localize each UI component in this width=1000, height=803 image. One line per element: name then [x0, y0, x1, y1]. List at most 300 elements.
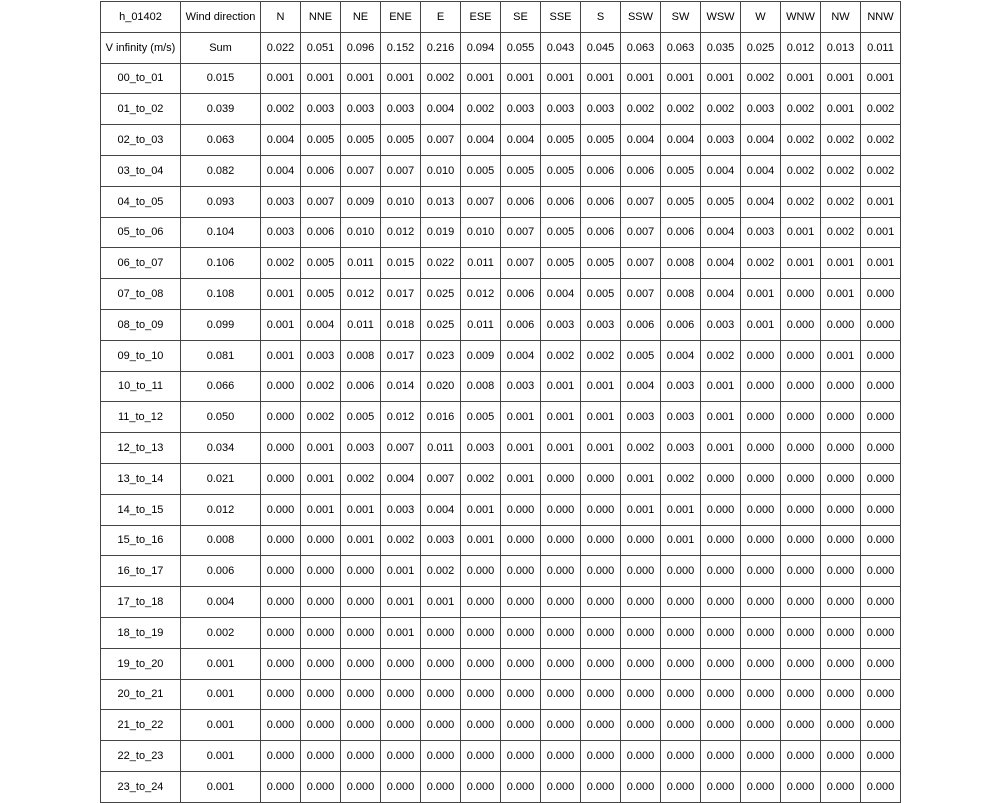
frequency-cell: 0.022: [421, 248, 461, 279]
frequency-cell: 0.003: [621, 402, 661, 433]
speed-bin-label: 07_to_08: [101, 279, 181, 310]
frequency-cell: 0.001: [621, 463, 661, 494]
frequency-cell: 0.002: [621, 433, 661, 464]
frequency-cell: 0.001: [581, 63, 621, 94]
frequency-cell: 0.001: [461, 494, 501, 525]
frequency-cell: 0.000: [581, 771, 621, 802]
frequency-cell: 0.000: [501, 556, 541, 587]
direction-sum-cell: 0.152: [381, 32, 421, 63]
frequency-cell: 0.000: [701, 525, 741, 556]
frequency-cell: 0.000: [301, 556, 341, 587]
frequency-cell: 0.001: [821, 94, 861, 125]
frequency-cell: 0.001: [301, 494, 341, 525]
frequency-cell: 0.004: [661, 125, 701, 156]
frequency-cell: 0.007: [621, 217, 661, 248]
frequency-cell: 0.000: [461, 556, 501, 587]
frequency-cell: 0.001: [861, 186, 901, 217]
frequency-cell: 0.000: [261, 741, 301, 772]
frequency-cell: 0.000: [501, 617, 541, 648]
frequency-cell: 0.000: [781, 771, 821, 802]
frequency-cell: 0.004: [741, 155, 781, 186]
frequency-cell: 0.000: [781, 494, 821, 525]
frequency-cell: 0.007: [621, 248, 661, 279]
frequency-cell: 0.011: [341, 248, 381, 279]
frequency-cell: 0.006: [661, 309, 701, 340]
frequency-cell: 0.000: [821, 679, 861, 710]
frequency-cell: 0.006: [501, 309, 541, 340]
frequency-cell: 0.006: [301, 155, 341, 186]
frequency-cell: 0.000: [861, 741, 901, 772]
speed-bin-row: [101, 556, 901, 587]
frequency-cell: 0.004: [501, 340, 541, 371]
frequency-cell: 0.000: [541, 771, 581, 802]
frequency-cell: 0.012: [381, 217, 421, 248]
speed-bin-sum: 0.001: [181, 710, 261, 741]
frequency-cell: 0.000: [781, 433, 821, 464]
frequency-cell: 0.004: [501, 125, 541, 156]
frequency-cell: 0.000: [341, 587, 381, 618]
frequency-cell: 0.000: [741, 617, 781, 648]
table-body: [101, 2, 901, 803]
frequency-cell: 0.001: [341, 525, 381, 556]
frequency-cell: 0.000: [781, 309, 821, 340]
direction-cell: ENE: [381, 2, 421, 33]
frequency-cell: 0.003: [661, 433, 701, 464]
frequency-cell: 0.002: [261, 94, 301, 125]
frequency-cell: 0.007: [621, 279, 661, 310]
frequency-cell: 0.001: [861, 248, 901, 279]
frequency-cell: 0.005: [581, 125, 621, 156]
speed-bin-label: 09_to_10: [101, 340, 181, 371]
speed-bin-label: 11_to_12: [101, 402, 181, 433]
frequency-cell: 0.016: [421, 402, 461, 433]
frequency-cell: 0.000: [861, 587, 901, 618]
frequency-cell: 0.006: [501, 186, 541, 217]
speed-bin-label: 08_to_09: [101, 309, 181, 340]
frequency-cell: 0.003: [541, 94, 581, 125]
speed-bin-label: 05_to_06: [101, 217, 181, 248]
frequency-cell: 0.009: [341, 186, 381, 217]
frequency-cell: 0.000: [701, 741, 741, 772]
frequency-cell: 0.002: [861, 125, 901, 156]
frequency-cell: 0.000: [461, 679, 501, 710]
frequency-cell: 0.020: [421, 371, 461, 402]
speed-bin-row: [101, 525, 901, 556]
speed-bin-label: 17_to_18: [101, 587, 181, 618]
wind-frequency-table: [100, 1, 901, 803]
direction-sum-cell: 0.096: [341, 32, 381, 63]
frequency-cell: 0.001: [341, 494, 381, 525]
frequency-cell: 0.000: [861, 771, 901, 802]
frequency-cell: 0.002: [341, 463, 381, 494]
frequency-cell: 0.008: [461, 371, 501, 402]
speed-bin-row: [101, 309, 901, 340]
speed-bin-sum: 0.063: [181, 125, 261, 156]
speed-bin-sum: 0.001: [181, 771, 261, 802]
direction-cell: N: [261, 2, 301, 33]
frequency-cell: 0.005: [341, 125, 381, 156]
frequency-cell: 0.000: [541, 525, 581, 556]
frequency-cell: 0.000: [661, 741, 701, 772]
direction-sum-cell: 0.043: [541, 32, 581, 63]
frequency-cell: 0.000: [741, 525, 781, 556]
frequency-cell: 0.000: [781, 679, 821, 710]
frequency-cell: 0.000: [781, 279, 821, 310]
speed-bin-row: [101, 217, 901, 248]
frequency-cell: 0.004: [661, 340, 701, 371]
frequency-cell: 0.011: [461, 309, 501, 340]
speed-bin-row: [101, 494, 901, 525]
frequency-cell: 0.005: [461, 155, 501, 186]
frequency-cell: 0.000: [501, 525, 541, 556]
frequency-cell: 0.001: [581, 371, 621, 402]
frequency-cell: 0.005: [501, 155, 541, 186]
speed-bin-row: [101, 125, 901, 156]
speed-bin-sum: 0.081: [181, 340, 261, 371]
frequency-cell: 0.006: [661, 217, 701, 248]
frequency-cell: 0.000: [581, 679, 621, 710]
speed-bin-label: 23_to_24: [101, 771, 181, 802]
frequency-cell: 0.000: [821, 741, 861, 772]
frequency-cell: 0.000: [621, 771, 661, 802]
frequency-cell: 0.000: [581, 587, 621, 618]
frequency-cell: 0.000: [741, 463, 781, 494]
frequency-cell: 0.002: [301, 371, 341, 402]
direction-cell: SW: [661, 2, 701, 33]
frequency-cell: 0.000: [261, 679, 301, 710]
frequency-cell: 0.000: [301, 525, 341, 556]
frequency-cell: 0.006: [541, 186, 581, 217]
frequency-cell: 0.005: [541, 217, 581, 248]
direction-sum-cell: 0.051: [301, 32, 341, 63]
speed-bin-label: 14_to_15: [101, 494, 181, 525]
frequency-cell: 0.001: [341, 63, 381, 94]
frequency-cell: 0.000: [261, 525, 301, 556]
frequency-cell: 0.001: [381, 556, 421, 587]
frequency-cell: 0.000: [661, 771, 701, 802]
frequency-cell: 0.017: [381, 340, 421, 371]
speed-bin-label: 16_to_17: [101, 556, 181, 587]
frequency-cell: 0.003: [381, 94, 421, 125]
frequency-cell: 0.002: [701, 94, 741, 125]
frequency-cell: 0.003: [701, 309, 741, 340]
frequency-cell: 0.005: [581, 279, 621, 310]
frequency-cell: 0.007: [381, 433, 421, 464]
frequency-cell: 0.000: [501, 494, 541, 525]
frequency-cell: 0.000: [301, 648, 341, 679]
frequency-cell: 0.000: [781, 617, 821, 648]
frequency-cell: 0.000: [421, 679, 461, 710]
frequency-cell: 0.000: [741, 587, 781, 618]
frequency-cell: 0.000: [821, 556, 861, 587]
frequency-cell: 0.001: [261, 279, 301, 310]
frequency-cell: 0.001: [501, 463, 541, 494]
direction-sum-cell: 0.035: [701, 32, 741, 63]
frequency-cell: 0.000: [781, 556, 821, 587]
frequency-cell: 0.000: [541, 741, 581, 772]
frequency-cell: 0.001: [701, 371, 741, 402]
sum-row: [101, 32, 901, 63]
frequency-cell: 0.000: [501, 771, 541, 802]
speed-bin-row: [101, 155, 901, 186]
frequency-cell: 0.000: [261, 710, 301, 741]
frequency-cell: 0.000: [861, 463, 901, 494]
frequency-cell: 0.000: [741, 556, 781, 587]
frequency-cell: 0.003: [261, 186, 301, 217]
direction-cell: WNW: [781, 2, 821, 33]
frequency-cell: 0.000: [541, 556, 581, 587]
frequency-cell: 0.003: [501, 94, 541, 125]
frequency-cell: 0.000: [661, 679, 701, 710]
frequency-cell: 0.000: [741, 710, 781, 741]
frequency-cell: 0.000: [421, 741, 461, 772]
frequency-cell: 0.001: [781, 63, 821, 94]
frequency-cell: 0.000: [261, 648, 301, 679]
frequency-cell: 0.000: [821, 494, 861, 525]
frequency-cell: 0.003: [741, 94, 781, 125]
frequency-cell: 0.000: [581, 617, 621, 648]
direction-cell: NNE: [301, 2, 341, 33]
speed-bin-row: [101, 279, 901, 310]
speed-bin-label: 10_to_11: [101, 371, 181, 402]
frequency-cell: 0.000: [261, 494, 301, 525]
speed-bin-sum: 0.001: [181, 648, 261, 679]
frequency-cell: 0.004: [541, 279, 581, 310]
frequency-cell: 0.002: [301, 402, 341, 433]
frequency-cell: 0.006: [581, 155, 621, 186]
frequency-cell: 0.001: [581, 433, 621, 464]
frequency-cell: 0.000: [341, 710, 381, 741]
frequency-cell: 0.000: [861, 648, 901, 679]
frequency-cell: 0.001: [821, 248, 861, 279]
frequency-cell: 0.003: [701, 125, 741, 156]
frequency-cell: 0.000: [781, 710, 821, 741]
frequency-cell: 0.000: [541, 617, 581, 648]
frequency-cell: 0.000: [301, 587, 341, 618]
speed-bin-row: [101, 248, 901, 279]
frequency-cell: 0.002: [461, 463, 501, 494]
speed-bin-sum: 0.015: [181, 63, 261, 94]
frequency-cell: 0.001: [821, 63, 861, 94]
direction-cell: SE: [501, 2, 541, 33]
frequency-cell: 0.000: [741, 340, 781, 371]
frequency-cell: 0.014: [381, 371, 421, 402]
speed-bin-label: 13_to_14: [101, 463, 181, 494]
frequency-cell: 0.002: [821, 217, 861, 248]
frequency-cell: 0.010: [341, 217, 381, 248]
frequency-cell: 0.001: [461, 63, 501, 94]
speed-bin-row: [101, 94, 901, 125]
frequency-cell: 0.000: [301, 617, 341, 648]
speed-bin-sum: 0.050: [181, 402, 261, 433]
frequency-cell: 0.004: [261, 125, 301, 156]
frequency-cell: 0.000: [381, 648, 421, 679]
frequency-cell: 0.000: [421, 648, 461, 679]
frequency-cell: 0.002: [701, 340, 741, 371]
frequency-cell: 0.000: [781, 371, 821, 402]
frequency-cell: 0.004: [461, 125, 501, 156]
frequency-cell: 0.011: [421, 433, 461, 464]
frequency-cell: 0.000: [501, 679, 541, 710]
frequency-cell: 0.000: [781, 741, 821, 772]
frequency-cell: 0.011: [461, 248, 501, 279]
frequency-cell: 0.000: [861, 309, 901, 340]
frequency-cell: 0.001: [701, 63, 741, 94]
frequency-cell: 0.000: [541, 494, 581, 525]
speed-bin-label: 20_to_21: [101, 679, 181, 710]
frequency-cell: 0.000: [541, 648, 581, 679]
frequency-cell: 0.000: [581, 741, 621, 772]
corner-label: h_01402: [101, 2, 181, 33]
frequency-cell: 0.003: [261, 217, 301, 248]
direction-cell: SSW: [621, 2, 661, 33]
frequency-cell: 0.002: [861, 94, 901, 125]
direction-sum-cell: 0.063: [661, 32, 701, 63]
frequency-cell: 0.001: [741, 309, 781, 340]
speed-bin-sum: 0.093: [181, 186, 261, 217]
frequency-cell: 0.007: [301, 186, 341, 217]
frequency-cell: 0.001: [621, 63, 661, 94]
frequency-cell: 0.000: [261, 556, 301, 587]
frequency-cell: 0.002: [861, 155, 901, 186]
frequency-cell: 0.002: [781, 155, 821, 186]
speed-bin-row: [101, 741, 901, 772]
frequency-cell: 0.005: [661, 155, 701, 186]
frequency-cell: 0.004: [701, 155, 741, 186]
direction-cell: S: [581, 2, 621, 33]
frequency-cell: 0.000: [701, 556, 741, 587]
frequency-cell: 0.000: [261, 371, 301, 402]
frequency-cell: 0.000: [741, 433, 781, 464]
speed-bin-label: 18_to_19: [101, 617, 181, 648]
frequency-cell: 0.000: [781, 648, 821, 679]
frequency-cell: 0.000: [421, 771, 461, 802]
frequency-cell: 0.002: [261, 248, 301, 279]
frequency-cell: 0.000: [741, 741, 781, 772]
frequency-cell: 0.011: [341, 309, 381, 340]
frequency-cell: 0.000: [301, 679, 341, 710]
frequency-cell: 0.003: [581, 94, 621, 125]
frequency-cell: 0.000: [821, 433, 861, 464]
frequency-cell: 0.000: [861, 556, 901, 587]
frequency-cell: 0.005: [621, 340, 661, 371]
speed-header: V infinity (m/s): [101, 32, 181, 63]
frequency-cell: 0.001: [661, 525, 701, 556]
frequency-cell: 0.000: [301, 710, 341, 741]
frequency-cell: 0.007: [341, 155, 381, 186]
frequency-cell: 0.000: [461, 648, 501, 679]
frequency-cell: 0.005: [381, 125, 421, 156]
frequency-cell: 0.000: [421, 710, 461, 741]
frequency-cell: 0.000: [821, 648, 861, 679]
frequency-cell: 0.000: [381, 741, 421, 772]
frequency-cell: 0.000: [501, 710, 541, 741]
frequency-cell: 0.005: [461, 402, 501, 433]
frequency-cell: 0.001: [741, 279, 781, 310]
frequency-cell: 0.000: [821, 710, 861, 741]
frequency-cell: 0.003: [461, 433, 501, 464]
frequency-cell: 0.000: [261, 463, 301, 494]
frequency-cell: 0.000: [461, 710, 501, 741]
frequency-cell: 0.004: [621, 125, 661, 156]
frequency-cell: 0.000: [621, 617, 661, 648]
direction-cell: NNW: [861, 2, 901, 33]
frequency-cell: 0.001: [381, 617, 421, 648]
frequency-cell: 0.004: [301, 309, 341, 340]
frequency-cell: 0.007: [621, 186, 661, 217]
frequency-cell: 0.002: [741, 248, 781, 279]
direction-sum-cell: 0.063: [621, 32, 661, 63]
direction-cell: SSE: [541, 2, 581, 33]
frequency-cell: 0.005: [541, 248, 581, 279]
speed-bin-label: 19_to_20: [101, 648, 181, 679]
frequency-cell: 0.023: [421, 340, 461, 371]
frequency-cell: 0.000: [701, 710, 741, 741]
frequency-cell: 0.003: [581, 309, 621, 340]
frequency-cell: 0.000: [701, 617, 741, 648]
frequency-cell: 0.000: [541, 710, 581, 741]
frequency-cell: 0.001: [261, 340, 301, 371]
frequency-cell: 0.000: [261, 617, 301, 648]
frequency-cell: 0.012: [381, 402, 421, 433]
frequency-cell: 0.000: [301, 771, 341, 802]
frequency-cell: 0.001: [821, 340, 861, 371]
speed-bin-label: 00_to_01: [101, 63, 181, 94]
frequency-cell: 0.000: [501, 648, 541, 679]
frequency-cell: 0.000: [821, 309, 861, 340]
speed-bin-row: [101, 648, 901, 679]
frequency-cell: 0.004: [741, 186, 781, 217]
frequency-cell: 0.003: [381, 494, 421, 525]
speed-bin-sum: 0.106: [181, 248, 261, 279]
frequency-cell: 0.000: [861, 525, 901, 556]
frequency-cell: 0.000: [501, 741, 541, 772]
frequency-cell: 0.003: [501, 371, 541, 402]
frequency-cell: 0.000: [821, 463, 861, 494]
frequency-cell: 0.006: [341, 371, 381, 402]
frequency-cell: 0.002: [581, 340, 621, 371]
frequency-cell: 0.000: [741, 402, 781, 433]
direction-sum-cell: 0.013: [821, 32, 861, 63]
frequency-cell: 0.000: [461, 741, 501, 772]
frequency-cell: 0.002: [781, 186, 821, 217]
frequency-cell: 0.002: [661, 94, 701, 125]
speed-bin-label: 06_to_07: [101, 248, 181, 279]
frequency-cell: 0.007: [501, 217, 541, 248]
direction-sum-cell: 0.055: [501, 32, 541, 63]
frequency-cell: 0.007: [381, 155, 421, 186]
frequency-cell: 0.018: [381, 309, 421, 340]
speed-bin-row: [101, 340, 901, 371]
frequency-cell: 0.004: [381, 463, 421, 494]
frequency-cell: 0.005: [701, 186, 741, 217]
frequency-cell: 0.000: [381, 679, 421, 710]
frequency-cell: 0.001: [501, 433, 541, 464]
frequency-cell: 0.000: [341, 556, 381, 587]
frequency-cell: 0.000: [861, 402, 901, 433]
frequency-cell: 0.001: [301, 63, 341, 94]
speed-bin-sum: 0.099: [181, 309, 261, 340]
frequency-cell: 0.001: [821, 279, 861, 310]
frequency-cell: 0.000: [661, 710, 701, 741]
frequency-cell: 0.005: [541, 155, 581, 186]
frequency-cell: 0.017: [381, 279, 421, 310]
frequency-cell: 0.000: [661, 617, 701, 648]
speed-bin-label: 01_to_02: [101, 94, 181, 125]
frequency-cell: 0.000: [581, 710, 621, 741]
frequency-cell: 0.001: [301, 433, 341, 464]
speed-bin-label: 02_to_03: [101, 125, 181, 156]
